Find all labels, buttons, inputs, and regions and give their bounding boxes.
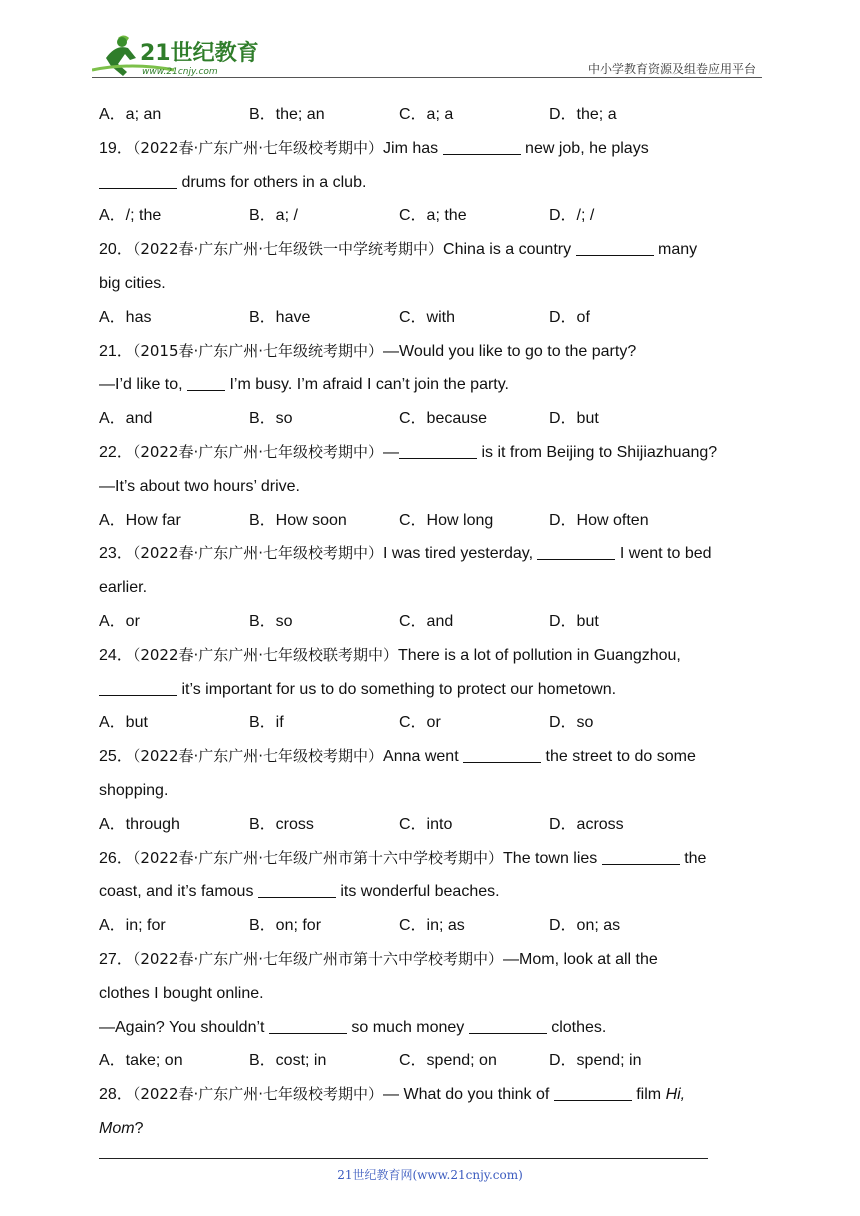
option-c: C．a; a: [399, 106, 454, 123]
question-19: 19．（2022春·广东广州·七年级校考期中）Jim has new job, he plays: [99, 138, 649, 157]
option-a: A．/; the: [99, 207, 162, 225]
options-row: [99, 706, 761, 740]
answer-blank: [537, 545, 615, 560]
question-text: —I’d like to, I’m busy. I’m afraid I can’t join the party.: [99, 376, 509, 394]
question-text: earlier.: [99, 579, 148, 597]
answer-blank: [576, 241, 654, 256]
svg-text:21世纪教育: 21世纪教育: [140, 41, 259, 66]
svg-text:www.21cnjy.com: www.21cnjy.com: [142, 67, 218, 77]
question-26: 26．（2022春·广东广州·七年级广州市第十六中学校考期中）The town lies the: [99, 848, 707, 867]
option-d: D．but: [549, 410, 599, 428]
question-number: 24．: [99, 646, 133, 664]
question-23: 23．（2022春·广东广州·七年级校考期中）I was tired yesterday, I went to bed: [99, 544, 712, 563]
question-25: 25．（2022春·广东广州·七年级校考期中）Anna went the street to do some: [99, 747, 696, 766]
question-27: 27．（2022春·广东广州·七年级广州市第十六中学校考期中）—Mom, look at all the: [99, 949, 658, 968]
options-row: [99, 1044, 761, 1078]
question-number: 25．: [99, 748, 133, 766]
question-22: 22．（2022春·广东广州·七年级校考期中）— is it from Beijing to Shijiazhuang?: [99, 442, 718, 461]
option-c: C．because: [399, 410, 488, 428]
answer-blank: [99, 174, 177, 189]
question-text: —It’s about two hours’ drive.: [99, 477, 300, 495]
answer-blank: [399, 444, 477, 459]
footer-divider: [99, 1158, 708, 1159]
question-20: 20．（2022春·广东广州·七年级铁一中学统考期中）China is a country many: [99, 240, 698, 259]
page-header: [92, 32, 762, 82]
footer-text: 21世纪教育网(www.21cnjy.com): [337, 1168, 523, 1182]
question-text: shopping.: [99, 781, 169, 799]
question-number: 20．: [99, 241, 133, 259]
option-d: D．How often: [549, 511, 649, 529]
options-row: [99, 808, 761, 842]
question-text: Mom?: [99, 1119, 144, 1137]
question-source: （2022春·广东广州·七年级校考期中）: [132, 442, 384, 461]
option-a: A．a; an: [99, 106, 162, 123]
question-number: 21．: [99, 342, 133, 360]
option-c: C．a; the: [399, 207, 467, 225]
option-d: D．/; /: [549, 207, 595, 225]
options-row: [99, 909, 761, 943]
question-number: 23．: [99, 545, 133, 563]
option-c: C．in; as: [399, 917, 465, 935]
option-c: C．How long: [399, 511, 494, 529]
option-b: B．so: [249, 612, 293, 630]
question-number: 19．: [99, 139, 133, 157]
option-d: D．across: [549, 815, 624, 833]
option-c: C．into: [399, 815, 453, 833]
options-row: [99, 605, 761, 639]
option-b: B．the; an: [249, 106, 325, 123]
question-source: （2022春·广东广州·七年级校考期中）: [132, 138, 384, 157]
answer-blank: [443, 140, 521, 155]
options-row: [99, 199, 761, 233]
answer-blank: [602, 850, 680, 865]
question-text: it’s important for us to do something to protect our hometown.: [99, 673, 761, 707]
option-a: A．take; on: [99, 1052, 183, 1070]
question-source: （2022春·广东广州·七年级校联考期中）: [132, 645, 399, 664]
option-c: C．spend; on: [399, 1052, 497, 1070]
option-c: C．and: [399, 612, 454, 630]
answer-blank: [187, 376, 225, 391]
question-text: clothes I bought online.: [99, 984, 264, 1002]
header-divider: [92, 77, 762, 78]
question-source: （2022春·广东广州·七年级校考期中）: [132, 1085, 384, 1104]
option-b: B．a; /: [249, 207, 298, 225]
question-list: [99, 98, 761, 1146]
option-b: B．How soon: [249, 511, 347, 529]
option-a: A．has: [99, 308, 152, 326]
question-21: 21．（2015春·广东广州·七年级统考期中）—Would you like to go to the party?: [99, 341, 637, 360]
options-row: [99, 98, 761, 132]
option-d: D．so: [549, 714, 594, 732]
question-number: 27．: [99, 950, 133, 968]
logo: [92, 32, 262, 80]
option-b: B．so: [249, 410, 293, 428]
answer-blank: [99, 681, 177, 696]
options-row: [99, 504, 761, 538]
option-b: B．have: [249, 308, 311, 326]
option-d: D．but: [549, 612, 599, 630]
answer-blank: [469, 1019, 547, 1034]
options-row: [99, 301, 761, 335]
film-title: Mom: [99, 1119, 135, 1137]
question-text: big cities.: [99, 274, 166, 292]
option-a: A．and: [99, 410, 153, 428]
answer-blank: [554, 1086, 632, 1101]
platform-name: 中小学教育资源及组卷应用平台: [587, 62, 756, 76]
question-source: （2022春·广东广州·七年级校考期中）: [132, 747, 384, 766]
question-text: coast, and it’s famous its wonderful beaches.: [99, 883, 500, 901]
option-b: B．on; for: [249, 917, 322, 935]
option-d: D．the; a: [549, 106, 617, 123]
question-28: 28．（2022春·广东广州·七年级校考期中）— What do you think of film Hi,: [99, 1085, 686, 1104]
option-a: A．through: [99, 815, 180, 833]
question-number: 28．: [99, 1086, 133, 1104]
question-number: 22．: [99, 443, 133, 461]
answer-blank: [269, 1019, 347, 1034]
question-source: （2022春·广东广州·七年级校考期中）: [132, 544, 384, 563]
question-source: （2015春·广东广州·七年级统考期中）: [132, 341, 384, 360]
option-a: A．in; for: [99, 917, 166, 935]
question-number: 26．: [99, 849, 133, 867]
option-b: B．cross: [249, 815, 314, 833]
option-b: B．cost; in: [249, 1052, 327, 1070]
option-b: B．if: [249, 714, 284, 732]
answer-blank: [258, 883, 336, 898]
option-d: D．of: [549, 308, 590, 326]
film-title: Hi,: [665, 1086, 686, 1104]
options-row: [99, 402, 761, 436]
question-text: drums for others in a club.: [99, 166, 761, 200]
question-source: （2022春·广东广州·七年级铁一中学统考期中）: [132, 240, 444, 259]
option-a: A．but: [99, 714, 148, 732]
answer-blank: [463, 748, 541, 763]
question-24: 24．（2022春·广东广州·七年级校联考期中）There is a lot of pollution in Guangzhou,: [99, 645, 681, 664]
option-c: C．or: [399, 714, 441, 732]
option-d: D．spend; in: [549, 1052, 642, 1070]
option-c: C．with: [399, 308, 456, 326]
question-source: （2022春·广东广州·七年级广州市第十六中学校考期中）: [132, 848, 504, 867]
option-a: A．How far: [99, 511, 181, 529]
option-a: A．or: [99, 612, 140, 630]
option-d: D．on; as: [549, 917, 621, 935]
question-source: （2022春·广东广州·七年级广州市第十六中学校考期中）: [132, 949, 504, 968]
question-text: —Again? You shouldn’t so much money clothes.: [99, 1018, 607, 1036]
